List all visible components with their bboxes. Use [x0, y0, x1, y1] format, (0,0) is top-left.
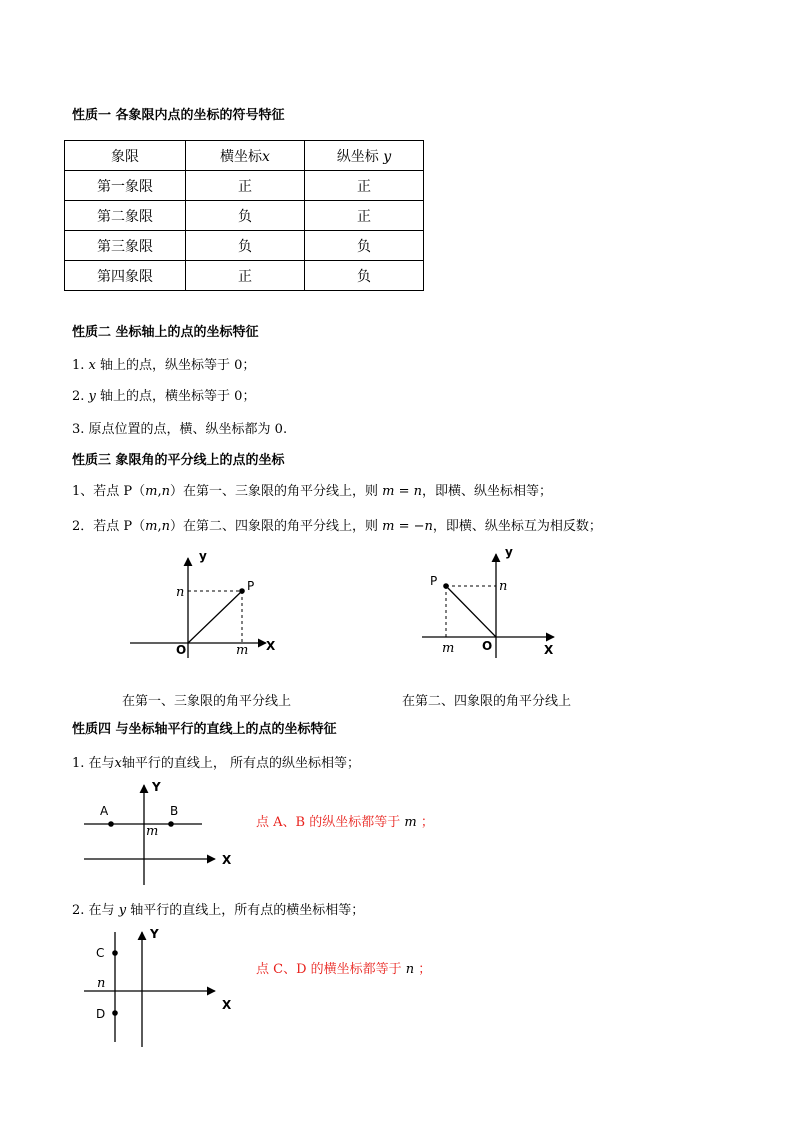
section2-item-1	[72, 354, 255, 373]
x-label: X	[266, 639, 276, 653]
table-cell: 负	[305, 231, 424, 261]
header-var: x	[262, 148, 270, 165]
note-text: 点 C、D 的横坐标都等于	[256, 962, 402, 977]
table-cell: 正	[305, 171, 424, 201]
bisector-line	[188, 591, 242, 643]
equation: m = −n	[382, 519, 433, 534]
bisector-figure-2	[410, 540, 570, 670]
table-header-cell	[305, 141, 424, 171]
parallel-x-figure	[80, 775, 240, 890]
note-end: ；	[418, 962, 432, 977]
table-header-cell: 象限	[65, 141, 186, 171]
section3-item-2	[72, 515, 602, 534]
table-cell: 负	[186, 231, 305, 261]
note-var: n	[405, 962, 415, 977]
item-text: 2．若点 P（	[72, 519, 146, 534]
point-b-label: B	[170, 804, 179, 818]
table-cell: 正	[186, 171, 305, 201]
section1-title: 性质一 各象限内点的坐标的符号特征	[72, 108, 285, 123]
var-n: n	[161, 484, 170, 499]
table-cell: 负	[305, 261, 424, 291]
section2-item-2	[72, 385, 255, 404]
item-var: x	[114, 756, 122, 771]
note-text: 点 A、B 的纵坐标都等于	[256, 815, 401, 830]
var-n: n	[161, 519, 170, 534]
note-points-c-d	[256, 958, 431, 977]
point-b	[168, 821, 174, 827]
point-a-label: A	[100, 804, 109, 818]
item-var: y	[118, 903, 127, 918]
table-cell: 负	[186, 201, 305, 231]
item-sep: ,	[157, 484, 162, 499]
item-number: 1.	[72, 358, 85, 373]
item-text: 2. 在与	[72, 903, 115, 918]
item-sep: ,	[157, 519, 162, 534]
item-var: x	[88, 358, 96, 373]
section2-item-3: 3. 原点位置的点，横、纵坐标都为 0.	[72, 422, 288, 437]
point-c	[112, 950, 118, 956]
note-end: ；	[420, 815, 434, 830]
point-p-label: P	[247, 579, 255, 593]
origin-label: O	[176, 643, 187, 657]
equation: m = n	[382, 484, 423, 499]
n-label: n	[176, 585, 185, 600]
item-text: 1、若点 P（	[72, 484, 146, 499]
item-text: ）在第二、四象限的角平分线上，则	[170, 519, 379, 534]
y-label: Y	[152, 780, 161, 794]
point-p	[443, 583, 449, 589]
point-p-label: P	[430, 574, 438, 588]
m-label: m	[442, 641, 455, 656]
table-row	[65, 171, 424, 201]
table-cell: 正	[305, 201, 424, 231]
n-label: n	[97, 976, 106, 991]
table-cell: 正	[186, 261, 305, 291]
table-header-row	[65, 141, 424, 171]
section2-title: 性质二 坐标轴上的点的坐标特征	[72, 325, 259, 340]
item-text: ，即横、纵坐标相等；	[422, 484, 553, 499]
figure-1-caption: 在第一、三象限的角平分线上	[122, 694, 292, 709]
var-m: m	[145, 519, 158, 534]
note-points-a-b	[256, 811, 434, 830]
n-label: n	[499, 579, 508, 594]
item-text: 轴平行的直线上，所有点的横坐标相等；	[130, 903, 365, 918]
table-header-cell	[186, 141, 305, 171]
origin-label: O	[482, 639, 493, 653]
table-row	[65, 261, 424, 291]
note-var: m	[404, 815, 417, 830]
item-text: 轴上的点，纵坐标等于 0；	[100, 358, 256, 373]
bisector-line	[446, 586, 496, 637]
section4-title: 性质四 与坐标轴平行的直线上的点的坐标特征	[72, 722, 337, 737]
y-label: Y	[150, 927, 159, 941]
var-m: m	[145, 484, 158, 499]
item-number: 2.	[72, 389, 85, 404]
table-cell: 第三象限	[65, 231, 186, 261]
table-row	[65, 231, 424, 261]
section3-title: 性质三 象限角的平分线上的点的坐标	[72, 453, 285, 468]
table-cell: 第四象限	[65, 261, 186, 291]
item-text: ，即横、纵坐标互为相反数；	[432, 519, 602, 534]
quadrant-sign-table	[64, 140, 424, 291]
header-text: 横坐标	[220, 148, 263, 165]
y-label: y	[505, 545, 513, 559]
parallel-y-figure	[80, 922, 240, 1050]
item-var: y	[88, 389, 96, 404]
header-text: 纵坐标	[336, 148, 379, 165]
y-label: y	[199, 549, 207, 563]
table-cell: 第二象限	[65, 201, 186, 231]
section4-item-1	[72, 752, 360, 771]
table-row	[65, 201, 424, 231]
item-text: 1. 在与	[72, 756, 115, 771]
x-label: X	[222, 853, 232, 867]
point-a	[108, 821, 114, 827]
m-label: m	[236, 643, 249, 658]
bisector-figure-1	[120, 540, 290, 670]
point-p	[239, 588, 245, 594]
item-text: 轴平行的直线上， 所有点的纵坐标相等；	[121, 756, 361, 771]
table-cell: 第一象限	[65, 171, 186, 201]
m-label: m	[146, 824, 159, 839]
section3-item-1	[72, 480, 552, 499]
section4-item-2	[72, 899, 364, 918]
point-c-label: C	[96, 946, 105, 960]
x-label: X	[222, 998, 232, 1012]
point-d-label: D	[96, 1007, 106, 1021]
point-d	[112, 1010, 118, 1016]
item-text: 轴上的点，横坐标等于 0；	[100, 389, 256, 404]
item-text: ）在第一、三象限的角平分线上，则	[170, 484, 379, 499]
x-label: X	[544, 643, 554, 657]
header-var: y	[383, 148, 392, 165]
figure-2-caption: 在第二、四象限的角平分线上	[402, 694, 572, 709]
